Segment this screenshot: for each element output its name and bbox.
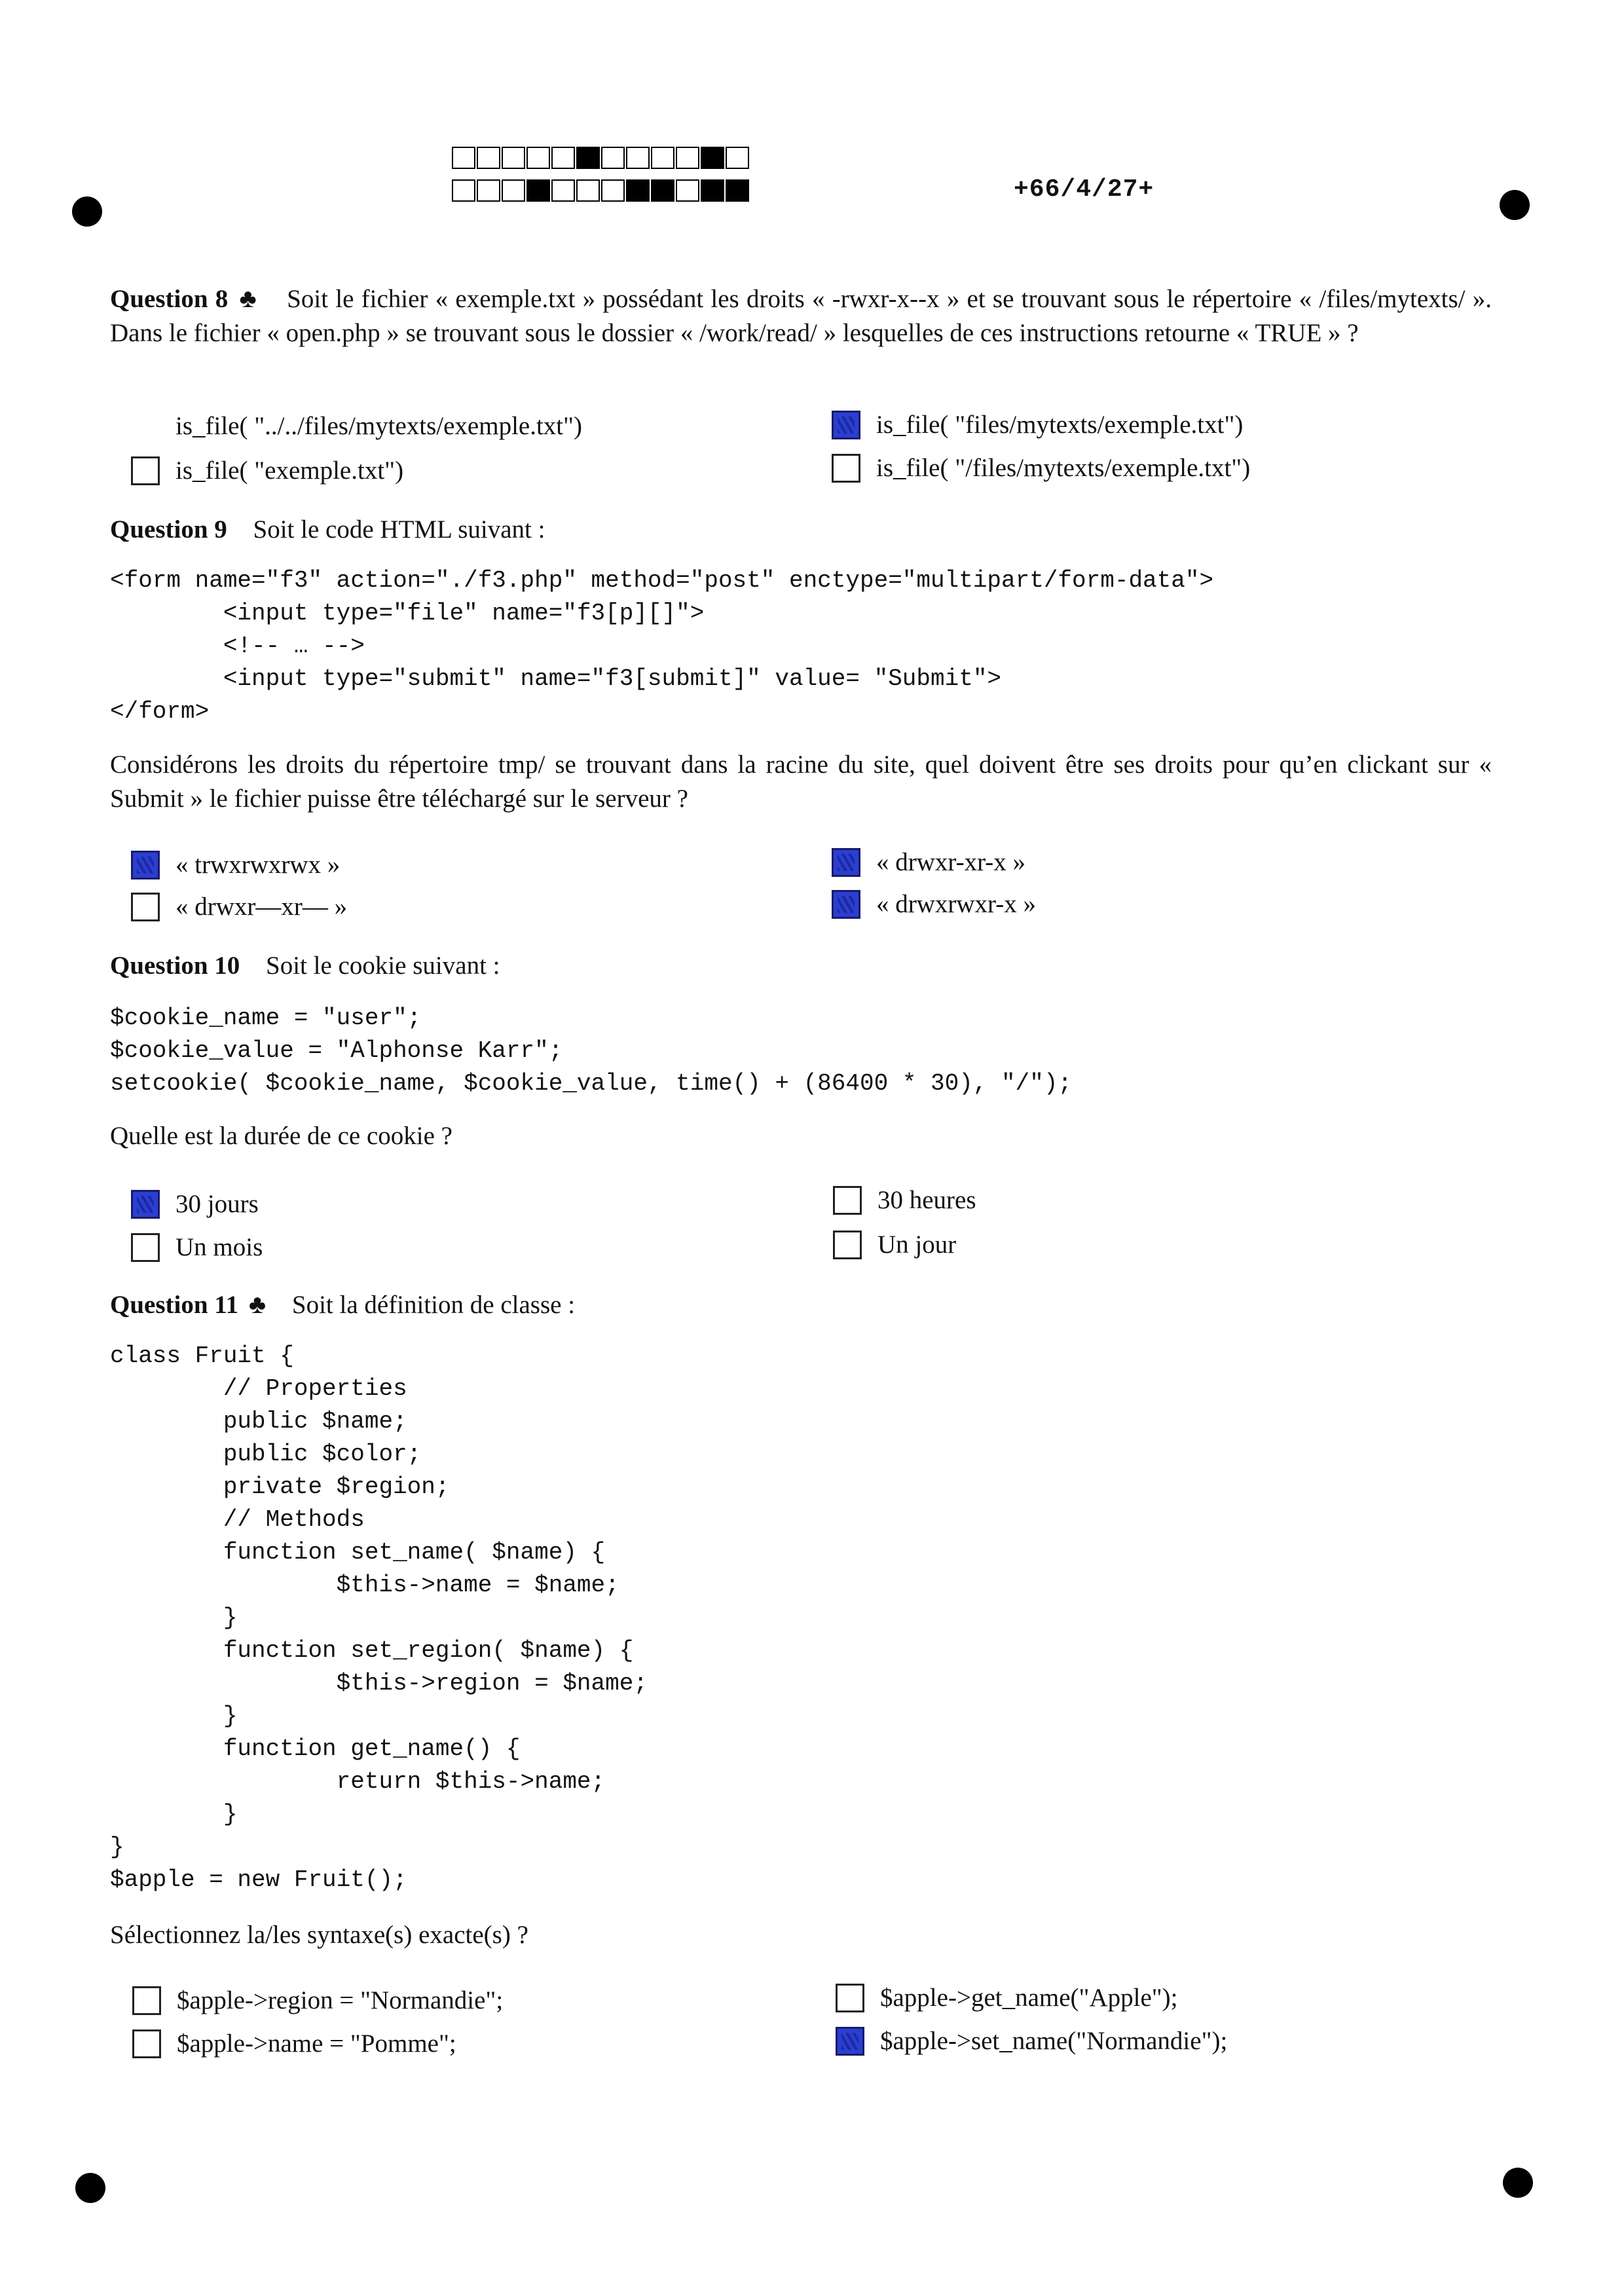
id-cell-empty xyxy=(477,147,500,169)
question-10-intro: Soit le cookie suivant : xyxy=(266,952,500,980)
id-cell-empty xyxy=(676,147,699,169)
id-cell-filled xyxy=(576,147,600,169)
question-8-label: Question 8 xyxy=(110,285,229,313)
option-text: $apple->get_name("Apple"); xyxy=(880,1984,1178,2012)
q8-option-2[interactable] xyxy=(832,410,1243,439)
checkbox-checked[interactable] xyxy=(832,890,860,919)
checkbox-checked[interactable] xyxy=(832,848,860,877)
option-text: « drwxrwxr-x » xyxy=(876,890,1036,918)
question-11-code: class Fruit { // Properties public $name; public $color; private $region; // Methods function set_name( $name) { $this->name = $name; } function set_region( $name) { $this->region = $name; } function get_name() { return $this->name; } } $apple = new Fruit(); xyxy=(110,1342,648,1893)
option-text: « trwxrwxrwx » xyxy=(175,851,341,879)
q11-option-4[interactable] xyxy=(836,2026,1227,2056)
id-cell-empty xyxy=(626,147,650,169)
option-text: 30 jours xyxy=(175,1190,259,1218)
checkbox[interactable] xyxy=(833,1186,862,1215)
option-text: $apple->name = "Pomme"; xyxy=(177,2029,456,2058)
id-cell-empty xyxy=(551,147,575,169)
checkbox[interactable] xyxy=(131,456,160,485)
q11-option-2[interactable] xyxy=(836,1983,1178,2012)
q9-option-2[interactable] xyxy=(832,847,1025,877)
option-text: is_file( "files/mytexts/exemple.txt") xyxy=(876,411,1244,439)
id-cell-empty xyxy=(551,179,575,202)
q9-option-4[interactable] xyxy=(832,889,1036,919)
q10-option-4[interactable] xyxy=(833,1230,956,1259)
option-text: 30 heures xyxy=(877,1186,976,1214)
q8-option-1[interactable] xyxy=(131,411,582,441)
q9-option-3[interactable] xyxy=(131,892,347,921)
q11-option-3[interactable] xyxy=(132,2029,456,2058)
checkbox[interactable] xyxy=(836,1984,864,2012)
question-9-label: Question 9 xyxy=(110,515,227,544)
option-text: is_file( "exemple.txt") xyxy=(175,456,404,485)
question-11-question: Sélectionnez la/les syntaxe(s) exacte(s) ? xyxy=(110,1921,528,1949)
id-cell-empty xyxy=(651,147,674,169)
option-text: $apple->set_name("Normandie"); xyxy=(880,2027,1228,2055)
id-cell-empty xyxy=(452,179,475,202)
option-text: is_file( "../../files/mytexts/exemple.txt") xyxy=(175,412,583,440)
checkbox[interactable] xyxy=(832,454,860,483)
id-cell-filled xyxy=(701,147,724,169)
option-text: $apple->region = "Normandie"; xyxy=(177,1986,504,2014)
checkbox-checked[interactable] xyxy=(832,411,860,439)
club-icon: ♣ xyxy=(248,1289,267,1319)
id-cell-empty xyxy=(601,147,625,169)
option-text: « drwxr—xr— » xyxy=(175,893,348,921)
question-9-question: Considérons les droits du répertoire tmp/ se trouvant dans la racine du site, quel doivent être ses droits pour qu’en clickant sur « Submit » le fichier puisse être téléchargé sur le serveur ? xyxy=(110,750,1492,813)
id-cell-empty xyxy=(452,147,475,169)
registration-mark-bottom-right xyxy=(1503,2168,1533,2198)
id-cell-empty xyxy=(576,179,600,202)
checkbox[interactable] xyxy=(132,1986,161,2015)
club-icon: ♣ xyxy=(239,284,258,313)
question-8-statement: Soit le fichier « exemple.txt » possédant les droits « -rwxr-x--x » et se trouvant sous le répertoire « /files/mytexts/ ». Dans le fichier « open.php » se trouvant sous le dossier « /work/read/ » lesquelles de ces instructions retourne « TRUE » ? xyxy=(110,285,1492,347)
id-cell-filled xyxy=(726,179,749,202)
question-11-label: Question 11 xyxy=(110,1291,239,1319)
id-cell-empty xyxy=(477,179,500,202)
option-text: Un mois xyxy=(175,1233,263,1261)
question-10-heading xyxy=(110,951,500,980)
checkbox[interactable] xyxy=(833,1231,862,1259)
checkbox[interactable] xyxy=(131,1233,160,1262)
q11-option-1[interactable] xyxy=(132,1986,503,2015)
question-11-intro: Soit la définition de classe : xyxy=(291,1291,576,1319)
q10-option-1[interactable] xyxy=(131,1189,259,1219)
id-cell-filled xyxy=(701,179,724,202)
id-cell-empty xyxy=(726,147,749,169)
registration-mark-top-left xyxy=(72,196,102,227)
id-cell-filled xyxy=(626,179,650,202)
id-cell-filled xyxy=(526,179,550,202)
option-text: Un jour xyxy=(877,1231,957,1259)
question-10-label: Question 10 xyxy=(110,952,240,980)
question-10-question: Quelle est la durée de ce cookie ? xyxy=(110,1122,452,1150)
question-8-text xyxy=(110,282,1492,350)
q10-option-3[interactable] xyxy=(131,1232,263,1262)
id-cell-empty xyxy=(526,147,550,169)
question-9-code: <form name="f3" action="./f3.php" method="post" enctype="multipart/form-data"> <input type="file" name="f3[p][]"> <!-- … --> <input type="submit" name="f3[submit]" value= "Submit"> </form> xyxy=(110,567,1214,725)
page-id: +66/4/27+ xyxy=(1014,176,1154,204)
id-cell-empty xyxy=(502,147,525,169)
student-id-boxes-row-1 xyxy=(452,147,750,172)
id-cell-empty xyxy=(502,179,525,202)
registration-mark-top-right xyxy=(1500,190,1530,220)
option-text: is_file( "/files/mytexts/exemple.txt") xyxy=(876,454,1251,482)
student-id-boxes-row-2 xyxy=(452,179,750,204)
q8-option-4[interactable] xyxy=(832,453,1250,483)
question-11-heading xyxy=(110,1289,575,1320)
checkbox-checked[interactable] xyxy=(131,851,160,880)
option-text: « drwxr-xr-x » xyxy=(876,848,1026,876)
question-10-code: $cookie_name = "user"; $cookie_value = "Alphonse Karr"; setcookie( $cookie_name, $cookie_value, time() + (86400 * 30), "/"); xyxy=(110,1005,1073,1097)
q9-option-1[interactable] xyxy=(131,850,340,880)
checkbox[interactable] xyxy=(131,412,160,441)
question-9-intro: Soit le code HTML suivant : xyxy=(253,515,545,544)
id-cell-empty xyxy=(601,179,625,202)
q8-option-3[interactable] xyxy=(131,456,403,485)
id-cell-filled xyxy=(651,179,674,202)
checkbox[interactable] xyxy=(132,2029,161,2058)
registration-mark-bottom-left xyxy=(75,2173,105,2203)
checkbox-checked[interactable] xyxy=(131,1190,160,1219)
id-cell-empty xyxy=(676,179,699,202)
checkbox-checked[interactable] xyxy=(836,2027,864,2056)
question-9-heading xyxy=(110,515,545,544)
checkbox[interactable] xyxy=(131,893,160,921)
q10-option-2[interactable] xyxy=(833,1185,976,1215)
